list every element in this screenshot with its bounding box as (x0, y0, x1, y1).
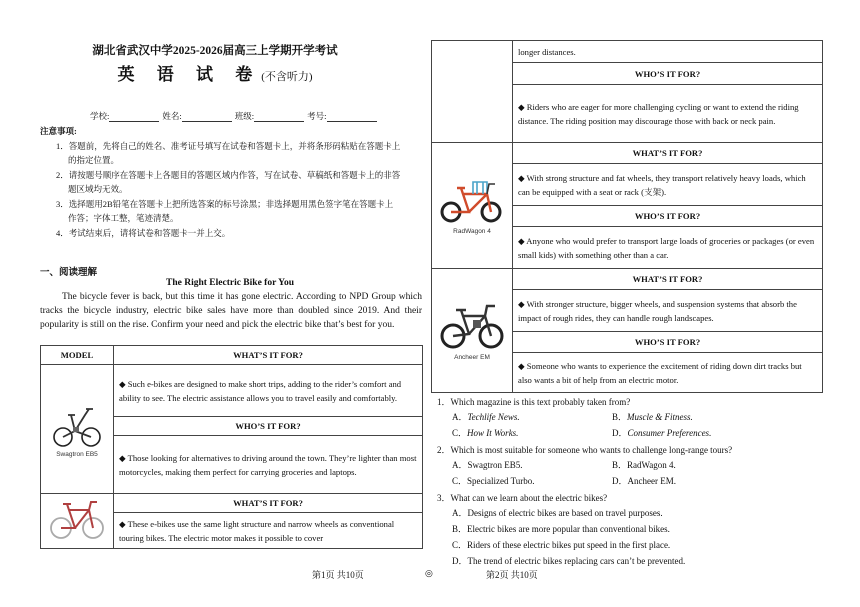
notes-heading: 注意事项: (40, 126, 77, 136)
q2-option-c-label: C．Specialized Turbo. (452, 476, 535, 486)
note-line: 题区域均无效。 (68, 184, 128, 194)
school-blank (109, 112, 159, 122)
bike2-what-text: ◆ These e-bikes use the same light structure and narrow wheels as conventional touring bikes. The electric motor makes it possible to cover (114, 513, 423, 549)
bike4-model-cell (432, 269, 513, 393)
q1-option-b[interactable] (612, 410, 693, 423)
bike3-what-header: WHAT’S IT FOR? (513, 143, 823, 164)
q2-option-d-label: D．Ancheer EM. (612, 476, 676, 486)
bike3-what-text: ◆ With strong structure and fat wheels, they transport relatively heavy loads, which can be equipped with a seat or rack (支架). (513, 164, 823, 206)
q1-option-c-label: C．How It Works. (452, 428, 519, 438)
cargo-bike-icon (439, 176, 505, 226)
q3-option-c-label: C．Riders of these electric bikes put speed in the first place. (452, 540, 671, 550)
bike4-who-text: ◆ Someone who wants to experience the excitement of riding down dirt tracks but also wants a bit of help from an electric motor. (513, 353, 823, 393)
bike3-caption: RadWagon 4 (453, 228, 491, 235)
q3-option-a[interactable] (452, 506, 663, 519)
bike4-who-header: WHO’S IT FOR? (513, 332, 823, 353)
bike4-caption: Ancheer EM (454, 354, 490, 361)
q3-option-d[interactable] (452, 554, 685, 567)
q2-option-d[interactable] (612, 474, 676, 487)
q1-option-b-label: B．Muscle & Fitness. (612, 412, 693, 422)
bike-table-left (40, 345, 423, 549)
exam-number-blank (327, 112, 377, 122)
q1-option-d-label: D．Consumer Preferences. (612, 428, 712, 438)
article-title: The Right Electric Bike for You (166, 278, 294, 288)
student-info-line (90, 110, 380, 122)
q3-option-b-label: B．Electric bikes are more popular than conventional bikes. (452, 524, 670, 534)
page-number-right: 第2页 共10页 (486, 570, 538, 580)
folding-bike-icon (51, 401, 103, 449)
school-title: 湖北省武汉中学2025-2026届高三上学期开学考试 (92, 45, 338, 57)
question-3-stem: 3．What can we learn about the electric bikes? (437, 493, 608, 503)
note-line: 4．考试结束后，请将试卷和答题卡一并上交。 (56, 228, 231, 238)
q2-option-a[interactable] (452, 458, 523, 471)
name-blank (182, 112, 232, 122)
name-label: 姓名: (162, 111, 182, 121)
note-line: 3．选择题用2B铅笔在答题卡上把所选答案的标号涂黑；非选择题用黑色签字笔在答题卡上 (56, 199, 394, 209)
bike1-who-header: WHO’S IT FOR? (114, 417, 423, 436)
exam-number-label: 考号: (307, 111, 327, 121)
bike3-model-cell (432, 143, 513, 269)
q3-option-b[interactable] (452, 522, 670, 535)
note-line: 1．答题前，先将自己的姓名、准考证号填写在试卷和答题卡上，并将条形码粘贴在答题卡上 (56, 141, 401, 151)
q3-option-a-label: A．Designs of electric bikes are based on travel purposes. (452, 508, 663, 518)
note-line: 作答；字体工整，笔迹清楚。 (68, 213, 179, 223)
bike2-what-cont: longer distances. (513, 41, 823, 63)
q1-option-a-label: A．Techlife News. (452, 412, 520, 422)
mountain-bike-icon (439, 300, 505, 352)
q2-option-a-label: A．Swagtron EB5. (452, 460, 523, 470)
class-label: 班级: (234, 111, 255, 121)
col-model-header: MODEL (41, 346, 114, 365)
bike1-what-text: ◆ Such e-bikes are designed to make short trips, adding to the rider’s comfort and ability to see. The electric assistance allows you to travel easily and comfortably. (114, 365, 423, 417)
question-2-stem: 2．Which is most suitable for someone who wants to challenge long-range tours? (437, 445, 733, 455)
section-heading: 一、阅读理解 (40, 268, 98, 278)
touring-bike-icon (49, 498, 105, 542)
note-line: 的指定位置。 (68, 155, 120, 165)
q1-option-a[interactable] (452, 410, 520, 423)
bike2-model-cont (432, 41, 513, 143)
bike2-what-header: WHAT’S IT FOR? (114, 494, 423, 513)
note-line: 2．请按题号顺序在答题卡上各题目的答题区域内作答，写在试卷、草稿纸和答题卡上的非答 (56, 170, 401, 180)
bike3-who-header: WHO’S IT FOR? (513, 206, 823, 227)
class-blank (254, 112, 304, 122)
bike4-what-header: WHAT’S IT FOR? (513, 269, 823, 290)
bike-table-right (431, 40, 823, 393)
article-paragraph: The bicycle fever is back, but this time it has gone electric. According to NPD Group which tracks the bicycle industry, electric bike sales have more than doubled since 2019. And their popularity is still on the rise. Confirm your need and pick the electric bike that’s best for you. (40, 292, 422, 330)
footer-binding-mark: ◎ (425, 568, 433, 578)
q2-option-c[interactable] (452, 474, 535, 487)
q3-option-d-label: D．The trend of electric bikes replacing cars can’t be prevented. (452, 556, 686, 566)
col-what-header: WHAT’S IT FOR? (114, 346, 423, 365)
exam-title (0, 60, 430, 85)
bike2-who-header: WHO’S IT FOR? (513, 63, 823, 85)
bike2-model-cell (41, 494, 114, 549)
bike2-who-text: ◆ Riders who are eager for more challenging cycling or want to extend the riding distance. The riding position may discourage those with back or neck pain. (513, 85, 823, 143)
page-number-left: 第1页 共10页 (312, 570, 364, 580)
bike1-model-cell (41, 365, 114, 494)
q1-option-d[interactable] (612, 426, 711, 439)
q2-option-b[interactable] (612, 458, 676, 471)
bike1-who-text: ◆ Those looking for alternatives to driving around the town. They’re lighter than most motorcycles, making them perfect for carrying groceries and laptops. (114, 436, 423, 494)
school-label: 学校: (90, 111, 110, 121)
q3-option-c[interactable] (452, 538, 670, 551)
question-1-stem: 1．Which magazine is this text probably taken from? (437, 397, 631, 407)
exam-name: 英 语 试 卷 (117, 65, 262, 84)
exam-note: (不含听力) (261, 71, 313, 83)
q1-option-c[interactable] (452, 426, 518, 439)
q2-option-b-label: B．RadWagon 4. (612, 460, 676, 470)
bike1-caption: Swagtron EB5 (56, 450, 98, 458)
bike4-what-text: ◆ With stronger structure, bigger wheels, and suspension systems that absorb the impact of rough rides, they can handle rough landscapes. (513, 290, 823, 332)
bike3-who-text: ◆ Anyone who would prefer to transport large loads of groceries or packages (or even small kids) with something other than a car. (513, 227, 823, 269)
